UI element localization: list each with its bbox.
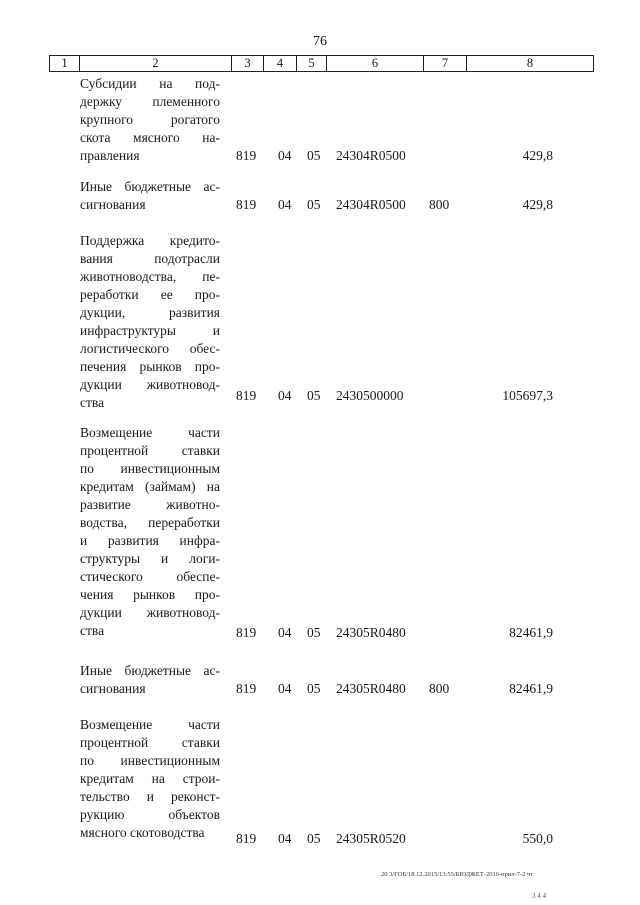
- cell-col-3: 819: [236, 625, 257, 640]
- cell-col-3: 819: [236, 388, 257, 403]
- page-number: 76: [313, 34, 327, 49]
- row-name-line: чения рынков про-: [80, 587, 220, 602]
- row-name-line: Возмещение части: [80, 425, 220, 440]
- cell-col-8: 429,8: [522, 148, 553, 163]
- row-name: [80, 662, 220, 698]
- row-name-line: развитие животно-: [80, 497, 220, 512]
- row-name: [80, 424, 220, 640]
- row-name-line: инфраструктуры и: [80, 323, 220, 338]
- row-name-line: мясного скотоводства: [80, 825, 205, 840]
- row-name-line: сигнования: [80, 197, 146, 212]
- header-col-5: 5: [296, 55, 327, 72]
- row-name-line: ства: [80, 395, 105, 410]
- row-name-line: Поддержка кредито-: [80, 233, 220, 248]
- header-col-3: 3: [231, 55, 264, 72]
- cell-col-7: 800: [429, 197, 450, 212]
- row-name-line: логистического обес-: [80, 341, 220, 356]
- row-name-line: кредитам (займам) на: [80, 479, 220, 494]
- row-name-line: вания подотрасли: [80, 251, 220, 266]
- row-name-line: дукции животновод-: [80, 377, 220, 392]
- row-name-line: крупного рогатого: [80, 112, 220, 127]
- cell-col-4: 04: [278, 148, 292, 163]
- row-name-line: рукцию объектов: [80, 807, 220, 822]
- row-name-line: ства: [80, 623, 105, 638]
- cell-col-6: 24305R0480: [336, 681, 406, 696]
- row-name-line: реработки ее про-: [80, 287, 220, 302]
- header-col-2: 2: [79, 55, 232, 72]
- row-name-line: по инвестиционным: [80, 753, 220, 768]
- cell-col-4: 04: [278, 831, 292, 846]
- row-name-line: стического обеспе-: [80, 569, 220, 584]
- header-col-7: 7: [423, 55, 467, 72]
- cell-col-4: 04: [278, 388, 292, 403]
- row-name-line: тельство и реконст-: [80, 789, 220, 804]
- cell-col-4: 04: [278, 625, 292, 640]
- row-name-line: процентной ставки: [80, 735, 220, 750]
- cell-col-6: 24304R0500: [336, 197, 406, 212]
- cell-col-8: 550,0: [522, 831, 553, 846]
- footer-file-stamp: 20 3/ГОБ/18.12.2015/13:55/БЮДЖЕТ-2016-прил-7-2 чт: [381, 871, 534, 878]
- cell-col-5: 05: [307, 831, 321, 846]
- cell-col-8: 105697,3: [502, 388, 553, 403]
- header-col-1: 1: [49, 55, 80, 72]
- row-name: [80, 716, 220, 842]
- row-name-line: водства, переработки: [80, 515, 220, 530]
- row-name: [80, 178, 220, 214]
- row-name-line: скота мясного на-: [80, 130, 220, 145]
- corner-mark: 3 4 4: [532, 892, 546, 900]
- cell-col-4: 04: [278, 681, 292, 696]
- row-name-line: сигнования: [80, 681, 146, 696]
- cell-col-3: 819: [236, 831, 257, 846]
- cell-col-4: 04: [278, 197, 292, 212]
- cell-col-5: 05: [307, 197, 321, 212]
- row-name-line: печения рынков про-: [80, 359, 220, 374]
- row-name-line: по инвестиционным: [80, 461, 220, 476]
- cell-col-8: 82461,9: [509, 625, 553, 640]
- row-name-line: кредитам на строи-: [80, 771, 220, 786]
- cell-col-3: 819: [236, 681, 257, 696]
- row-name-line: Иные бюджетные ас-: [80, 663, 220, 678]
- row-name-line: держку племенного: [80, 94, 220, 109]
- row-name-line: правления: [80, 148, 140, 163]
- row-name: [80, 232, 220, 412]
- row-name-line: дукции, развития: [80, 305, 220, 320]
- row-name-line: процентной ставки: [80, 443, 220, 458]
- cell-col-3: 819: [236, 197, 257, 212]
- row-name: [80, 75, 220, 165]
- row-name-line: Возмещение части: [80, 717, 220, 732]
- cell-col-5: 05: [307, 625, 321, 640]
- row-name-line: Субсидии на под-: [80, 76, 220, 91]
- header-col-4: 4: [263, 55, 297, 72]
- cell-col-5: 05: [307, 388, 321, 403]
- row-name-line: животноводства, пе-: [80, 269, 220, 284]
- row-name-line: структуры и логи-: [80, 551, 220, 566]
- cell-col-7: 800: [429, 681, 450, 696]
- cell-col-3: 819: [236, 148, 257, 163]
- row-name-line: дукции животновод-: [80, 605, 220, 620]
- cell-col-8: 429,8: [522, 197, 553, 212]
- cell-col-5: 05: [307, 148, 321, 163]
- cell-col-6: 24304R0500: [336, 148, 406, 163]
- row-name-line: и развития инфра-: [80, 533, 220, 548]
- cell-col-6: 24305R0520: [336, 831, 406, 846]
- cell-col-6: 2430500000: [336, 388, 404, 403]
- cell-col-5: 05: [307, 681, 321, 696]
- cell-col-8: 82461,9: [509, 681, 553, 696]
- header-col-8: 8: [466, 55, 594, 72]
- header-col-6: 6: [326, 55, 424, 72]
- row-name-line: Иные бюджетные ас-: [80, 179, 220, 194]
- cell-col-6: 24305R0480: [336, 625, 406, 640]
